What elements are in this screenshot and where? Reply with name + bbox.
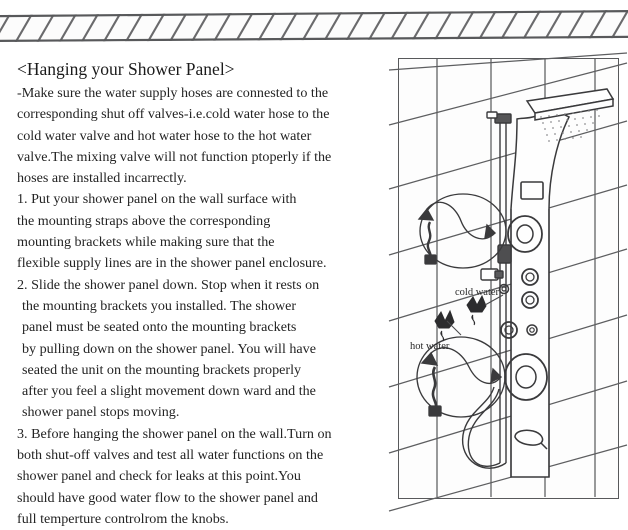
instruction-line: hoses are installed incarrectly. — [17, 170, 187, 187]
shower-panel-line-drawing — [399, 59, 617, 497]
instruction-line: cold water valve and hot water hose to the hot water — [17, 127, 312, 144]
instruction-line: full temperture controlrom the knobs. — [17, 510, 229, 527]
instruction-line: seated the unit on the mounting brackets properly — [22, 361, 302, 378]
instruction-line: -Make sure the water supply hoses are connested to the — [17, 85, 329, 101]
page-title: <Hanging your Shower Panel> — [17, 59, 235, 79]
instruction-step-3: 3. Before hanging the shower panel on the wall.Turn on — [17, 425, 332, 442]
instruction-line: mounting brackets while making sure that the — [17, 234, 275, 251]
instruction-line: the mounting straps above the corresponding — [17, 212, 271, 229]
instruction-line: corresponding shut off valves-i.e.cold water hose to the — [17, 106, 330, 123]
instruction-step-2: 2. Slide the shower panel down. Stop when it rests on — [17, 276, 320, 293]
hand-shower-handle — [481, 269, 503, 280]
instruction-line: shower panel stops moving. — [22, 404, 180, 421]
instruction-line: the mounting brackets you installed. The shower — [22, 297, 297, 314]
instruction-line: shower panel and check for leaks at this point.You — [17, 468, 301, 485]
instruction-line: panel must be seated onto the mounting brackets — [22, 319, 297, 336]
shower-panel-illustration — [398, 58, 619, 499]
instruction-line: after you feel a slight movement down ward and the — [22, 383, 316, 400]
instruction-line: should have good water flow to the shower panel and — [17, 489, 318, 506]
hot-water-label: hot water — [410, 341, 450, 352]
hatched-band-decoration — [0, 9, 628, 43]
instruction-line: flexible supply lines are in the shower panel enclosure. — [17, 255, 327, 272]
instruction-line: by pulling down on the shower panel. You will have — [22, 340, 316, 357]
instruction-step-1: 1. Put your shower panel on the wall surface with — [17, 191, 297, 208]
instructions-text-block — [17, 57, 389, 530]
instruction-line: both shut-off valves and test all water functions on the — [17, 447, 324, 464]
cold-water-label: cold water — [455, 287, 500, 298]
instruction-line: valve.The mixing valve will not function ptoperly if the — [17, 148, 332, 165]
hand-shower-holder — [498, 245, 511, 263]
